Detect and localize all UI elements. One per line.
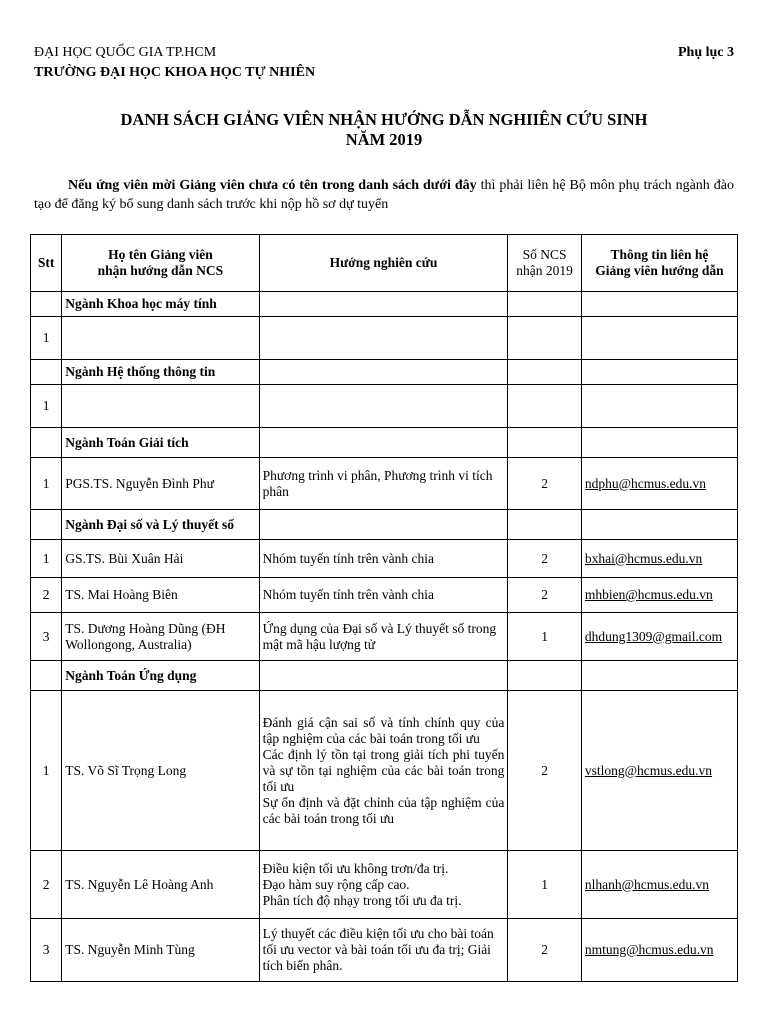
email-link[interactable]: nmtung@hcmus.edu.vn xyxy=(584,942,714,957)
title-line-1: DANH SÁCH GIẢNG VIÊN NHẬN HƯỚNG DẪN NGHIIÊN CỨU SINH xyxy=(120,110,648,129)
supervisor-name: TS. Võ Sĩ Trọng Long xyxy=(62,691,259,851)
empty-cell xyxy=(31,360,62,385)
email-link[interactable]: vstlong@hcmus.edu.vn xyxy=(584,762,713,778)
empty-cell xyxy=(508,428,582,458)
group-row xyxy=(31,292,738,317)
header-ncs-line-1: Số NCS xyxy=(522,247,567,262)
group-row xyxy=(31,510,738,540)
header-contact-line-2: Giảng viên hướng dẫn xyxy=(595,263,724,278)
ncs-count: 2 xyxy=(508,578,582,613)
stt-cell: 1 xyxy=(31,317,62,360)
research-cell xyxy=(259,385,508,428)
table-row xyxy=(31,458,738,510)
stt-cell: 1 xyxy=(31,691,62,851)
ncs-count: 2 xyxy=(508,540,582,578)
research-topic: Nhóm tuyến tính trên vành chia xyxy=(262,550,434,566)
research-topic: Nhóm tuyến tính trên vành chia xyxy=(262,587,434,602)
email-link[interactable]: nlhanh@hcmus.edu.vn xyxy=(584,876,710,892)
supervisor-name xyxy=(62,317,259,360)
empty-cell xyxy=(508,360,582,385)
group-row xyxy=(31,661,738,691)
supervisor-table xyxy=(30,234,738,982)
empty-cell xyxy=(581,510,737,540)
research-cell xyxy=(259,317,508,360)
empty-cell xyxy=(31,292,62,317)
table-row xyxy=(31,540,738,578)
empty-cell xyxy=(259,661,508,691)
header-contact xyxy=(581,235,737,292)
stt-cell: 1 xyxy=(31,385,62,428)
empty-cell xyxy=(581,428,737,458)
email-link[interactable]: dhdung1309@gmail.com xyxy=(584,628,723,644)
note-lead: Nếu ứng viên mời Giảng viên chưa có tên trong danh sách dưới đây xyxy=(68,178,477,193)
empty-cell xyxy=(31,661,62,691)
university-name: ĐẠI HỌC QUỐC GIA TP.HCM xyxy=(34,45,217,60)
research-topic: Ứng dụng của Đại số và Lý thuyết số trong mật mã hậu lượng tử xyxy=(262,620,497,652)
research-cell xyxy=(259,578,508,613)
ncs-count xyxy=(508,385,582,428)
contact-cell xyxy=(581,317,737,360)
note-rest: thì phải liên hệ Bộ môn phụ trách ngành đào tạo để đăng ký bổ sung danh sách trước khi nộp hồ sơ dự tuyển xyxy=(34,178,734,212)
contact-cell xyxy=(581,613,737,661)
appendix-label: Phụ lục 3 xyxy=(677,45,734,60)
group-row xyxy=(31,428,738,458)
email-link[interactable]: ndphu@hcmus.edu.vn xyxy=(584,475,707,491)
group-label: Ngành Toán Ứng dụng xyxy=(62,661,259,691)
empty-cell xyxy=(259,428,508,458)
empty-cell xyxy=(31,510,62,540)
table-row xyxy=(31,851,738,919)
stt-cell: 2 xyxy=(31,851,62,919)
header-ncs-line-2: nhận 2019 xyxy=(516,263,573,278)
contact-cell xyxy=(581,851,737,919)
research-cell xyxy=(259,691,508,851)
research-topic: Đánh giá cận sai số và tính chính quy của tập nghiệm của các bài toán trong tối ưu xyxy=(262,714,505,746)
group-row xyxy=(31,360,738,385)
research-topic: Điều kiện tối ưu không trơn/đa trị. xyxy=(262,860,449,876)
supervisor-name: TS. Mai Hoàng Biên xyxy=(62,578,259,613)
stt-cell: 2 xyxy=(31,578,62,613)
header-stt: Stt xyxy=(31,235,62,292)
supervisor-name: TS. Nguyễn Minh Tùng xyxy=(62,919,259,982)
ncs-count: 2 xyxy=(508,691,582,851)
instruction-note xyxy=(34,176,734,214)
header-name-line-1: Họ tên Giảng viên xyxy=(108,247,213,262)
contact-cell xyxy=(581,578,737,613)
contact-cell xyxy=(581,385,737,428)
supervisor-name xyxy=(62,385,259,428)
contact-cell xyxy=(581,540,737,578)
table-row xyxy=(31,919,738,982)
research-topic: Các định lý tồn tại trong giải tích phi tuyến và sự tồn tại nghiệm của các bài toán trong tối ưu xyxy=(262,746,505,794)
email-link[interactable]: mhbien@hcmus.edu.vn xyxy=(584,587,713,602)
empty-cell xyxy=(259,510,508,540)
research-topic: Đạo hàm suy rộng cấp cao. xyxy=(262,876,410,892)
empty-cell xyxy=(31,428,62,458)
ncs-count: 1 xyxy=(508,613,582,661)
contact-cell xyxy=(581,458,737,510)
contact-cell xyxy=(581,691,737,851)
header-research: Hướng nghiên cứu xyxy=(259,235,508,292)
research-topic: Phân tích độ nhạy trong tối ưu đa trị. xyxy=(262,892,462,908)
empty-cell xyxy=(508,292,582,317)
research-cell xyxy=(259,613,508,661)
table-row xyxy=(31,578,738,613)
header-name xyxy=(62,235,259,292)
empty-cell xyxy=(508,661,582,691)
supervisor-name: GS.TS. Bùi Xuân Hải xyxy=(62,540,259,578)
group-label: Ngành Hệ thống thông tin xyxy=(62,360,259,385)
ncs-count xyxy=(508,317,582,360)
group-label: Ngành Khoa học máy tính xyxy=(62,292,259,317)
research-topic: Lý thuyết các điều kiện tối ưu cho bài toán tối ưu vector và bài toán tối ưu đa trị; Giải tích biến phân. xyxy=(262,926,494,973)
header-name-line-2: nhận hướng dẫn NCS xyxy=(97,263,224,278)
table-row xyxy=(31,691,738,851)
research-topic: Sự ổn định và đặt chỉnh của tập nghiệm của các bài toán trong tối ưu xyxy=(262,794,505,826)
table-row xyxy=(31,317,738,360)
research-cell xyxy=(259,458,508,510)
table-row xyxy=(31,613,738,661)
group-label: Ngành Toán Giải tích xyxy=(62,428,259,458)
research-topic: Phương trình vi phân, Phương trình vi tích phân xyxy=(262,467,493,499)
supervisor-name: TS. Nguyễn Lê Hoàng Anh xyxy=(62,851,259,919)
empty-cell xyxy=(508,510,582,540)
title-line-2: NĂM 2019 xyxy=(345,130,423,149)
header-contact-line-1: Thông tin liên hệ xyxy=(610,247,709,262)
research-cell xyxy=(259,540,508,578)
stt-cell: 1 xyxy=(31,458,62,510)
supervisor-name: PGS.TS. Nguyễn Đình Phư xyxy=(62,458,259,510)
empty-cell xyxy=(581,360,737,385)
empty-cell xyxy=(581,292,737,317)
school-name: TRƯỜNG ĐẠI HỌC KHOA HỌC TỰ NHIÊN xyxy=(34,65,316,80)
stt-cell: 3 xyxy=(31,613,62,661)
header-ncs xyxy=(508,235,582,292)
empty-cell xyxy=(581,661,737,691)
document-title xyxy=(0,110,768,150)
contact-cell xyxy=(581,919,737,982)
group-label: Ngành Đại số và Lý thuyết số xyxy=(62,510,259,540)
empty-cell xyxy=(259,360,508,385)
empty-cell xyxy=(259,292,508,317)
table-header-row xyxy=(31,235,738,292)
supervisor-name: TS. Dương Hoàng Dũng (ĐH Wollongong, Australia) xyxy=(62,613,259,661)
ncs-count: 1 xyxy=(508,851,582,919)
research-cell xyxy=(259,851,508,919)
stt-cell: 1 xyxy=(31,540,62,578)
ncs-count: 2 xyxy=(508,458,582,510)
stt-cell: 3 xyxy=(31,919,62,982)
table-row xyxy=(31,385,738,428)
research-cell xyxy=(259,919,508,982)
ncs-count: 2 xyxy=(508,919,582,982)
email-link[interactable]: bxhai@hcmus.edu.vn xyxy=(584,550,703,566)
